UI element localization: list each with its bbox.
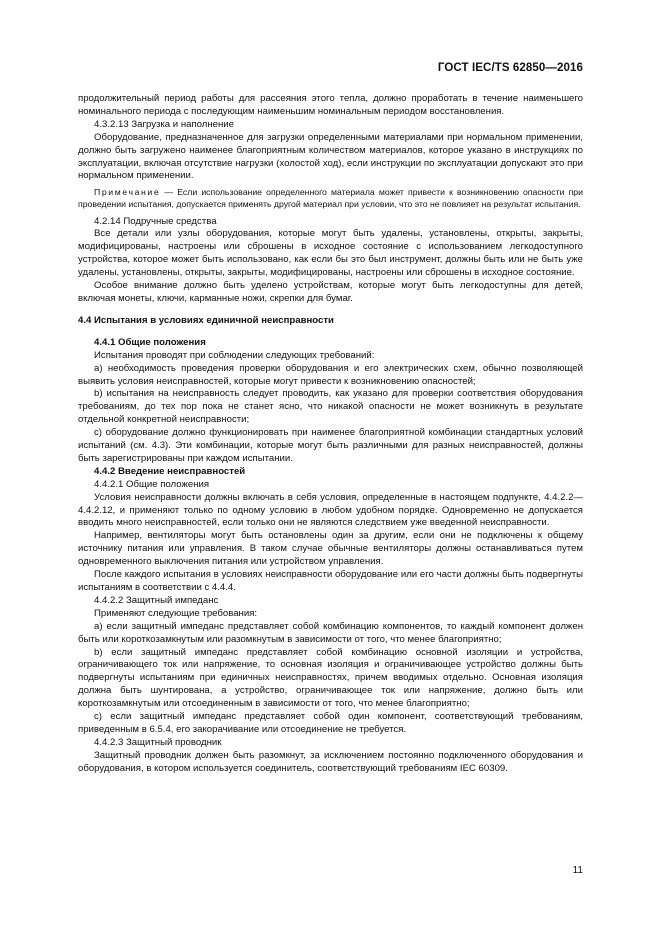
paragraph: Например, вентиляторы могут быть остановлены один за другим, если они не подключены к общему источнику питания или управления. В таком случае обычные вентиляторы должны останавливаться путем одновременного выключения питания или устройством управления.	[78, 530, 583, 568]
paragraph: Применяют следующие требования:	[94, 607, 258, 619]
note-label: Примечание	[94, 187, 161, 198]
paragraph: После каждого испытания в условиях неисправности оборудование или его части должны быть подвергнуты испытаниям в соответствии с 4.4.4.	[78, 569, 583, 593]
list-item: c) если защитный импеданс представляет собой один компонент, соответствующий требованиям, приведенным в 6.5.4, его закорачивание или отсоединение не требуется.	[78, 711, 583, 735]
list-item: c) оборудование должно функционировать при наименее благоприятной комбинации стандартных условий испытаний (см. 4.3). Эти комбинации, которые могут быть различными для разных неисправностей, должны быть зарегистрированы при каждом испытании.	[78, 427, 583, 464]
section-heading: 4.4 Испытания в условиях единичной неисправности	[78, 314, 334, 326]
note	[78, 187, 583, 210]
list-item: a) необходимость проведения проверки оборудования и его электрических схем, обычно позволяющей выявить условия неисправностей, которые могут привести к возникновению опасностей;	[78, 362, 583, 387]
paragraph: Особое внимание должно быть уделено устройствам, которые могут быть легкодоступны для детей, включая монеты, ключи, карманные ножи, скрепки для бумаг.	[78, 280, 583, 304]
paragraph: Испытания проводят при соблюдении следующих требований:	[94, 349, 375, 361]
subclause-heading: 4.2.14 Подручные средства	[94, 215, 217, 227]
subclause-heading: 4.4.2.1 Общие положения	[94, 478, 210, 490]
subclause-heading: 4.4.2.3 Защитный проводник	[94, 736, 222, 748]
list-item: a) если защитный импеданс представляет собой комбинацию компонентов, то каждый компонент должен быть или короткозамкнутым или разомкнутым в зависимости от того, что менее благоприятно;	[78, 620, 583, 645]
list-item: b) испытания на неисправность следует проводить, как указано для проверки соответствия оборудования требованиям, до тех пор пока не станет ясно, что никакой опасности не может возникнуть в результате отдельной конкретной неисправности;	[78, 388, 583, 426]
document-standard-id: ГОСТ IEC/TS 62850—2016	[437, 62, 583, 74]
paragraph: продолжительный период работы для рассеяния этого тепла, должно проработать в течение наименьшего номинального периода с последующим наименьшим номинальным периодом восстановления.	[78, 93, 583, 117]
subclause-heading: 4.4.2.2 Защитный импеданс	[94, 594, 219, 606]
list-item: b) если защитный импеданс представляет собой комбинацию основной изоляции и устройства, ограничивающего ток или напряжение, то основная изоляция и ограничивающее устройство должны быть подвергнуты испытаниям при единичных неисправностях, причем вводимых отдельно. Основная изоляция должна быть шунтирована, а устройство, ограничивающее ток или напряжение, должно быть или короткозамкнутым или отсоединенным в зависимости от того, что менее благоприятно;	[78, 646, 583, 710]
paragraph: Условия неисправности должны включать в себя условия, определенные в настоящем подпункте, 4.4.2.2—4.4.2.12, и применяют только по одному условию в любом удобном порядке. Одновременно не допускается вводить много неисправностей, если только они не являются следствием уже введенной неисправности.	[78, 491, 583, 529]
paragraph: Оборудование, предназначенное для загрузки определенными материалами при нормальном применении, должно быть загружено наименее благоприятным количеством материалов, которое указано в инструкциях по эксплуатации, включая отсутствие нагрузки (холостой ход), если инструкции по эксплуатации допускают это при нормальном применении.	[78, 131, 583, 182]
subsection-heading: 4.4.2 Введение неисправностей	[94, 465, 246, 477]
subsection-heading: 4.4.1 Общие положения	[94, 336, 206, 348]
paragraph: Защитный проводник должен быть разомкнут, за исключением постоянно подключенного оборудования и оборудования, в котором используется соединитель, соответствующий требованиям IEC 60309.	[78, 749, 583, 774]
page-number: 11	[572, 865, 583, 876]
subclause-heading: 4.3.2.13 Загрузка и наполнение	[94, 118, 235, 130]
page-content	[78, 93, 583, 776]
paragraph: Все детали или узлы оборудования, которые могут быть удалены, установлены, открыты, закрыты, модифицированы, настроены или сброшены в исходное состояние с использованием легкодоступного устройства, которое может быть использовано, как если бы это был инструмент, должны быть или не быть уже удалены, установлены, открыты, закрыты, модифицированы, настроены или сброшены в исходное состояние.	[78, 228, 583, 279]
note-text: — Если использование определенного материала может привести к возникновению опасности при проведении испытания, допускается применять другой материал при условии, что это не повлияет на результат испытания.	[78, 187, 583, 209]
